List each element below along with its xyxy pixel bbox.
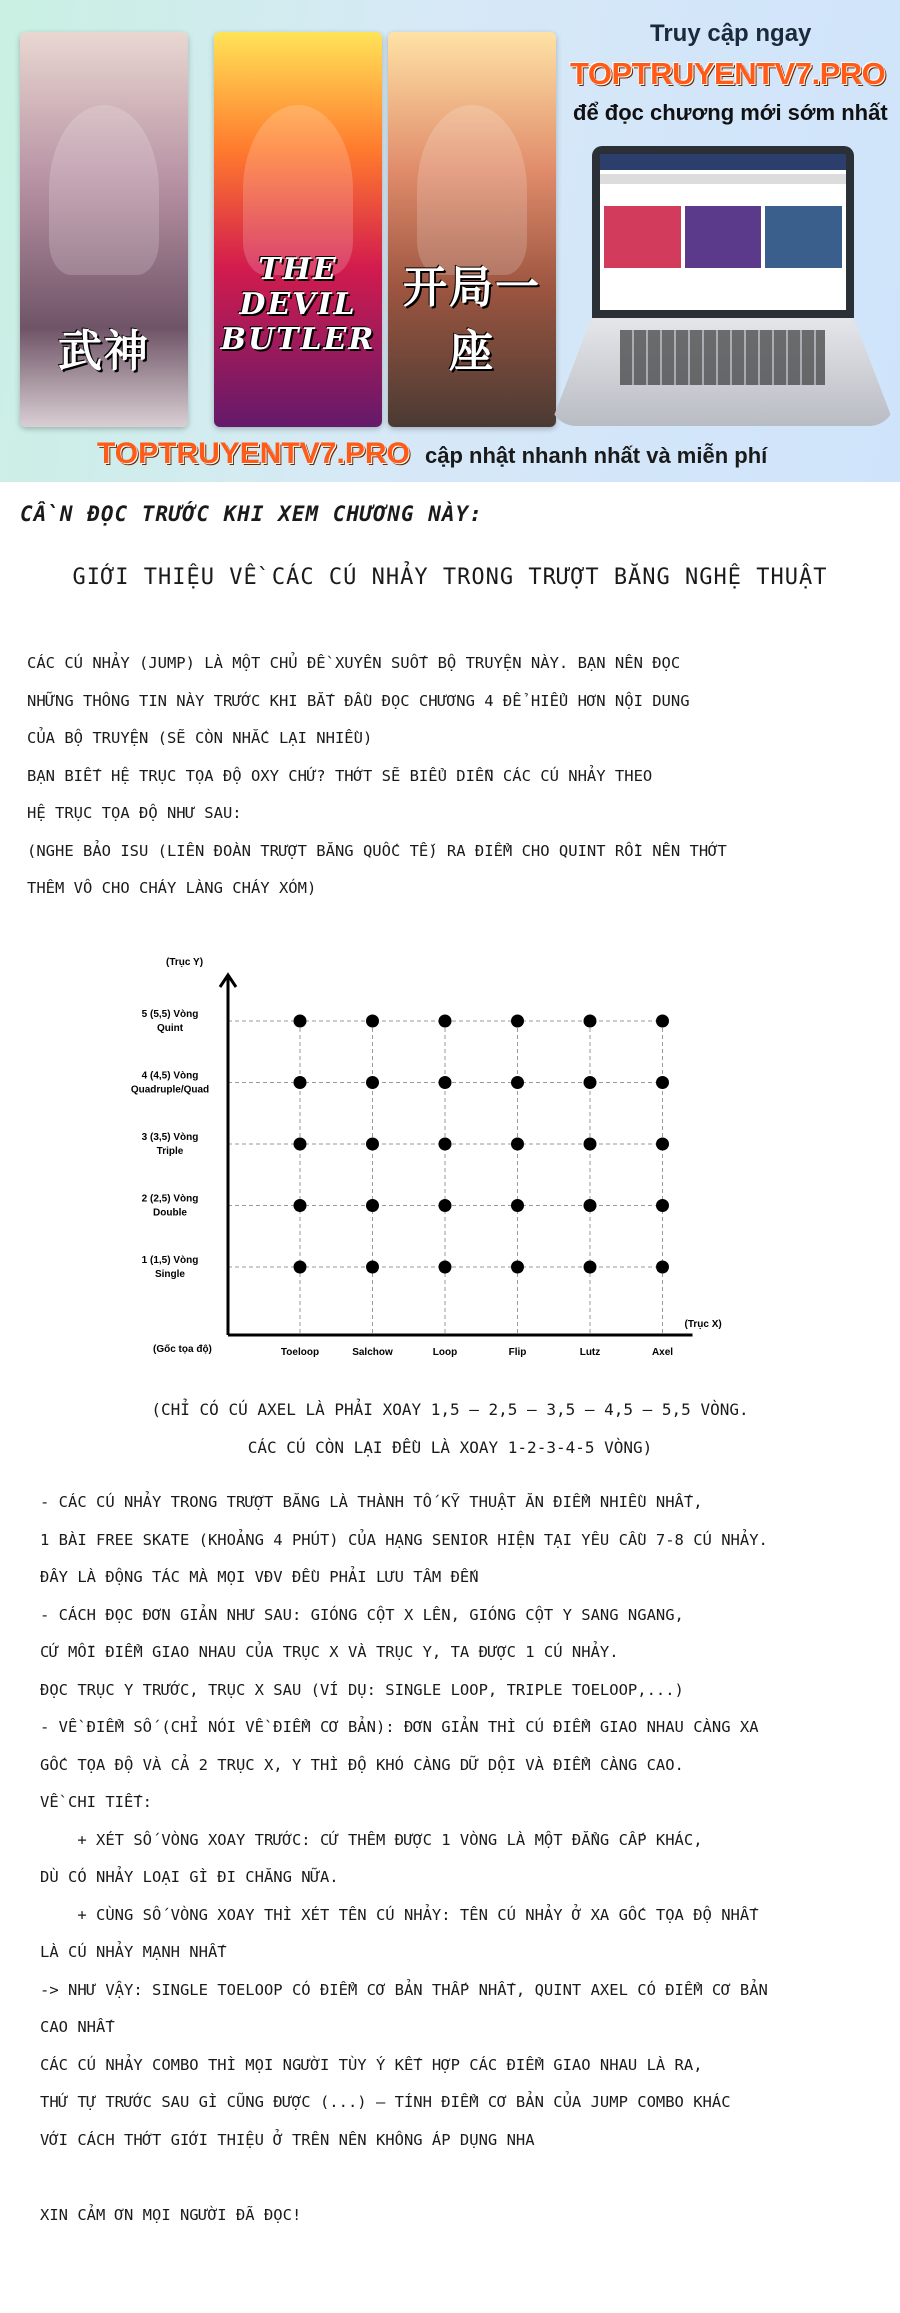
jump-point [511,1138,524,1151]
site-thumbnail [765,206,842,268]
origin-label: (Gốc tọa độ) [153,1344,212,1355]
y-tick-label: 2 (2,5) Vòng [141,1193,199,1205]
promo-title: Truy cập ngay [650,20,812,47]
notes-line: + CÙNG SỐ VÒNG XOAY THÌ XÉT TÊN CÚ NHẢY: TÊN CÚ NHẢY Ở XA GỐC TỌA ĐỘ NHẤT [40,1905,759,1924]
site-header-bar [600,154,846,170]
jump-point [584,1076,597,1089]
jump-chart-svg [120,945,740,1385]
site-thumbnail [604,206,681,268]
notes-line: ĐÂY LÀ ĐỘNG TÁC MÀ MỌI VĐV ĐỀU PHẢI LƯU TÂM ĐẾN [40,1568,479,1586]
notes-line: GỐC TỌA ĐỘ VÀ CẢ 2 TRỤC X, Y THÌ ĐỘ KHÓ CÀNG DỮ DỘI VÀ ĐIỂM CÀNG CAO. [40,1755,684,1774]
jump-point [511,1261,524,1274]
jump-point [511,1199,524,1212]
intro-line: THÊM VÔ CHO CHÁY LÀNG CHÁY XÓM) [27,879,317,897]
notes-line: -> NHƯ VẬY: SINGLE TOELOOP CÓ ĐIỂM CƠ BẢN THẤP NHẤT, QUINT AXEL CÓ ĐIỂM CƠ BẢN [40,1980,768,1999]
promo-subtitle: để đọc chương mới sớm nhất [573,100,888,125]
intro-line: CÁC CÚ NHẢY (JUMP) LÀ MỘT CHỦ ĐỀ XUYÊN SUỐT BỘ TRUYỆN NÀY. BẠN NÊN ĐỌC [27,654,681,672]
site-menu-bar [600,174,846,184]
chart-caption: CÁC CÚ CÒN LẠI ĐỀU LÀ XOAY 1-2-3-4-5 VÒNG) [247,1438,653,1457]
cover-artwork [417,105,527,275]
y-tick-label: 3 (3,5) Vòng [141,1132,199,1143]
promo-banner[interactable] [0,0,900,482]
cover-title: 武神 [58,326,150,377]
y-tick-label: 4 (4,5) Vòng [141,1070,199,1082]
footer-logo-link[interactable]: TOPTRUYENTV7.PRO [97,437,410,470]
jump-point [584,1138,597,1151]
x-tick-label: Toeloop [280,1347,320,1358]
jump-point [439,1015,452,1028]
jump-point [584,1261,597,1274]
y-axis-label: (Trục Y) [166,957,204,968]
footer-tagline: cập nhật nhanh nhất và miễn phí [425,443,768,468]
jump-point [439,1076,452,1089]
notes-line: CÁC CÚ NHẢY COMBO THÌ MỌI NGƯỜI TÙY Ý KẾT HỢP CÁC ĐIỂM GIAO NHAU LÀ RA, [40,2055,703,2074]
jump-point [439,1199,452,1212]
x-tick-label: Loop [432,1347,458,1358]
jump-point [584,1015,597,1028]
chart-caption: (CHỈ CÓ CÚ AXEL LÀ PHẢI XOAY 1,5 – 2,5 – 3,5 – 4,5 – 5,5 VÒNG. [151,1400,749,1419]
x-tick-label: Axel [651,1347,674,1358]
notes-line: VỀ CHI TIẾT: [40,1793,152,1811]
y-tick-label: Single [154,1269,186,1280]
jump-point [656,1076,669,1089]
intro-line: NHỮNG THÔNG TIN NÀY TRƯỚC KHI BẮT ĐẦU ĐỌC CHƯƠNG 4 ĐỂ HIỂU HƠN NỘI DUNG [27,691,690,710]
site-thumbnail [685,206,762,268]
y-tick-label: Quint [156,1023,184,1034]
laptop-keyboard [620,330,825,385]
intro-line: CỦA BỘ TRUYỆN (SẼ CÒN NHẮC LẠI NHIỀU) [27,729,373,747]
read-first-warning: CẦN ĐỌC TRƯỚC KHI XEM CHƯƠNG NÀY: [20,502,483,526]
jump-point [439,1138,452,1151]
jump-point [294,1261,307,1274]
jump-chart [120,945,740,1389]
jump-point [366,1076,379,1089]
notes-line: LÀ CÚ NHẢY MẠNH NHẤT [40,1943,227,1961]
intro-line: (NGHE BẢO ISU (LIÊN ĐOÀN TRƯỢT BĂNG QUỐC TẾ) RA ĐIỂM CHO QUINT RỒI NÊN THỚT [27,841,727,860]
jump-point [366,1199,379,1212]
notes-line: XIN CẢM ƠN MỌI NGƯỜI ĐÃ ĐỌC! [40,2205,302,2224]
jump-point [511,1015,524,1028]
page-heading: GIỚI THIỆU VỀ CÁC CÚ NHẢY TRONG TRƯỢT BĂNG NGHỆ THUẬT [72,565,828,590]
jump-point [366,1261,379,1274]
x-tick-label: Lutz [579,1347,601,1358]
laptop-display [600,154,846,310]
notes-line: - VỀ ĐIỂM SỐ (CHỈ NÓI VỀ ĐIỂM CƠ BẢN): ĐƠN GIẢN THÌ CÚ ĐIỂM GIAO NHAU CÀNG XA [40,1718,759,1736]
notes-line: - CÁCH ĐỌC ĐƠN GIẢN NHƯ SAU: GIÓNG CỘT X LÊN, GIÓNG CỘT Y SANG NGANG, [40,1605,684,1624]
x-axis-label: (Trục X) [684,1319,722,1330]
y-tick-label: Double [153,1207,187,1219]
jump-point [439,1261,452,1274]
notes-line: ĐỌC TRỤC Y TRƯỚC, TRỤC X SAU (VÍ DỤ: SINGLE LOOP, TRIPLE TOELOOP,...) [40,1680,684,1699]
cover-title: THE DEVIL BUTLER [220,252,376,357]
jump-point [366,1015,379,1028]
notes-line [40,2159,768,2197]
jump-point [656,1015,669,1028]
jump-point [294,1138,307,1151]
jump-point [511,1076,524,1089]
laptop-illustration [550,140,895,435]
cover-artwork [49,105,159,275]
cover-title: 开局一座 [403,262,541,377]
notes-line: + XÉT SỐ VÒNG XOAY TRƯỚC: CỨ THÊM ĐƯỢC 1 VÒNG LÀ MỘT ĐẲNG CẤP KHÁC, [40,1830,703,1849]
y-tick-label: 1 (1,5) Vòng [141,1255,199,1266]
y-tick-label: 5 (5,5) Vòng [141,1009,199,1020]
notes-line: THỨ TỰ TRƯỚC SAU GÌ CŨNG ĐƯỢC (...) – TÍNH ĐIỂM CƠ BẢN CỦA JUMP COMBO KHÁC [40,2093,731,2111]
intro-line: HỆ TRỤC TỌA ĐỘ NHƯ SAU: [27,804,242,822]
jump-point [656,1199,669,1212]
notes-line: DÙ CÓ NHẢY LOẠI GÌ ĐI CHĂNG NỮA. [40,1868,339,1886]
jump-point [656,1138,669,1151]
site-logo-link[interactable]: TOPTRUYENTV7.PRO [570,56,886,91]
y-tick-label: Quadruple/Quad [130,1084,210,1096]
x-tick-label: Flip [508,1347,527,1358]
jump-point [294,1199,307,1212]
notes-paragraph [40,1484,768,2234]
jump-point [366,1138,379,1151]
laptop-screen [592,146,854,318]
intro-paragraph [27,645,727,908]
x-tick-label: Salchow [352,1347,393,1358]
jump-point [656,1261,669,1274]
notes-line: 1 BÀI FREE SKATE (KHOẢNG 4 PHÚT) CỦA HẠNG SENIOR HIỆN TẠI YÊU CẦU 7-8 CÚ NHẢY. [40,1530,768,1549]
intro-line: BẠN BIẾT HỆ TRỤC TỌA ĐỘ OXY CHỨ? THỚT SẼ BIỂU DIỄN CÁC CÚ NHẢY THEO [27,766,653,785]
notes-line: CỨ MỖI ĐIỂM GIAO NHAU CỦA TRỤC X VÀ TRỤC Y, TA ĐƯỢC 1 CÚ NHẢY. [40,1643,619,1661]
cover-artwork [243,105,353,275]
notes-line: CAO NHẤT [40,2018,115,2036]
jump-point [294,1076,307,1089]
jump-point [584,1199,597,1212]
comic-cover[interactable] [388,32,556,427]
comic-cover[interactable] [214,32,382,427]
y-tick-label: Triple [156,1146,184,1157]
comic-cover[interactable] [20,32,188,427]
notes-line: - CÁC CÚ NHẢY TRONG TRƯỢT BĂNG LÀ THÀNH TỐ KỸ THUẬT ĂN ĐIỂM NHIỀU NHẤT, [40,1493,703,1511]
notes-line: VỚI CÁCH THỚT GIỚI THIỆU Ở TRÊN NÊN KHÔNG ÁP DỤNG NHA [40,2130,535,2149]
jump-point [294,1015,307,1028]
